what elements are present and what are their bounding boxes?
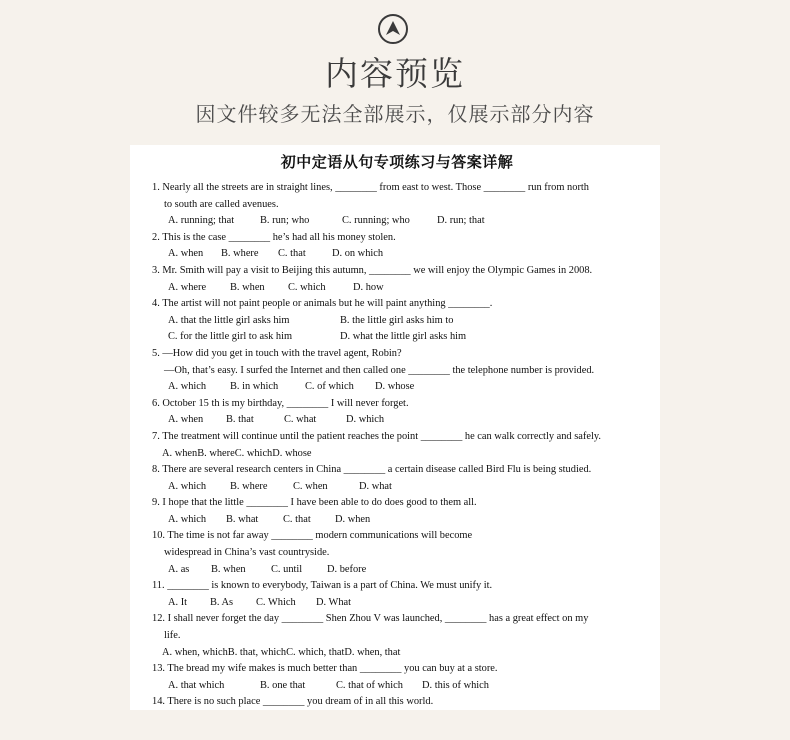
answer-option: A. when, which [162, 646, 228, 658]
document-title: 初中定语从句专项练习与答案详解 [280, 153, 514, 171]
answer-options [152, 512, 642, 529]
answer-option: D. this of which [422, 679, 489, 691]
question-line: 2. This is the case ________ he’s had all his money stolen. [152, 231, 396, 243]
answer-options [152, 246, 642, 263]
answer-option: B. where [230, 480, 268, 492]
answer-options [152, 446, 642, 463]
document-body [152, 180, 642, 711]
answer-option: B. when [211, 563, 246, 575]
answer-option: C. for the little girl to ask him [168, 331, 293, 343]
answer-options [152, 562, 642, 579]
answer-option: B. that [226, 414, 254, 426]
answer-option: C. Which [256, 596, 296, 608]
answer-option: C. running; who [342, 215, 410, 227]
page-title: 内容预览 [325, 54, 465, 93]
answer-options [152, 479, 642, 496]
question-line: 5. —How did you get in touch with the travel agent, Robin? [152, 347, 402, 359]
answer-option: B. where [197, 447, 235, 459]
question-line: 4. The artist will not paint people or animals but he will paint anything ________. [152, 298, 493, 310]
answer-option: A. when [168, 248, 204, 260]
answer-option: C. which, that [286, 646, 345, 658]
answer-option: A. that which [168, 679, 225, 691]
answer-option: A. which [168, 381, 207, 393]
answer-option: B. in which [230, 381, 279, 393]
question-line: 1. Nearly all the streets are in straight lines, ________ from east to west. Those ________ run from north [152, 182, 589, 193]
question-continuation: life. [164, 630, 181, 642]
answer-options [152, 379, 642, 396]
question-line: 13. The bread my wife makes is much better than ________ you can buy at a store. [152, 663, 498, 675]
answer-option: D. how [353, 281, 384, 293]
answer-option: C. that [283, 513, 311, 525]
answer-option: A. which [168, 480, 207, 492]
answer-option: A. which [168, 513, 207, 525]
answer-option: C. until [271, 563, 303, 575]
answer-option: A. when [162, 447, 198, 459]
answer-option: B. the little girl asks him to [340, 314, 454, 326]
answer-option: D. which [346, 414, 385, 426]
question-line: 10. The time is not far away ________ modern communications will become [152, 530, 473, 542]
answer-option: C. which [234, 447, 273, 459]
question-line: 14. There is no such place ________ you dream of in all this world. [152, 696, 434, 708]
question-line: 3. Mr. Smith will pay a visit to Beijing this autumn, ________ we will enjoy the Olympic Games in 2008. [152, 264, 593, 276]
question-continuation: —Oh, that’s easy. I surfed the Internet and then called one ________ the telephone number is provided. [164, 364, 595, 376]
answer-option: A. as [168, 563, 190, 575]
question-line: 8. There are several research centers in China ________ a certain disease called Bird Flu is being studied. [152, 464, 592, 476]
answer-options [152, 313, 642, 330]
question-line: 7. The treatment will continue until the patient reaches the point ________ he can walk correctly and safely. [152, 430, 601, 442]
answer-option: C. when [293, 480, 328, 492]
answer-option: D. when, that [344, 646, 401, 658]
answer-options [152, 329, 642, 346]
answer-option: D. whose [272, 447, 312, 459]
page-subtitle: 因文件较多无法全部展示，仅展示部分内容 [195, 102, 595, 126]
answer-option: D. What [316, 596, 352, 608]
document-page [130, 145, 660, 710]
answer-option: D. what [359, 480, 392, 492]
question-line: 12. I shall never forget the day ________ Shen Zhou V was launched, ________ has a great effect on my [152, 613, 589, 625]
answer-option: C. that [278, 248, 306, 260]
question-continuation: widespread in China’s vast countryside. [164, 547, 330, 559]
answer-option: B. where [221, 248, 259, 260]
answer-option: D. before [327, 563, 367, 575]
answer-option: A. It [168, 596, 188, 608]
answer-options [152, 678, 642, 695]
answer-option: C. what [284, 414, 317, 426]
question-line: 11. ________ is known to everybody, Taiwan is a part of China. We must unify it. [152, 580, 493, 592]
answer-option: D. when [335, 513, 371, 525]
answer-options [152, 213, 642, 230]
answer-options [152, 595, 642, 612]
preview-header [0, 0, 790, 145]
answer-option: C. that of which [336, 679, 403, 691]
arrow-up-circle-icon [378, 14, 408, 44]
answer-option: D. run; that [437, 215, 485, 227]
answer-option: B. that, which [227, 646, 287, 658]
answer-option: D. whose [375, 381, 415, 393]
answer-option: D. what the little girl asks him [340, 331, 467, 343]
answer-option: B. when [230, 281, 265, 293]
answer-options [152, 280, 642, 297]
answer-option: B. one that [260, 679, 306, 691]
answer-options [152, 412, 642, 429]
answer-option: A. where [168, 281, 207, 293]
answer-option: B. what [226, 513, 259, 525]
answer-option: A. that the little girl asks him [168, 314, 290, 326]
answer-option: B. As [210, 596, 234, 608]
answer-option: A. running; that [168, 215, 235, 227]
answer-option: B. run; who [260, 215, 310, 227]
answer-options [152, 645, 642, 662]
question-line: 6. October 15 th is my birthday, ________ I will never forget. [152, 397, 409, 409]
answer-option: A. when [168, 414, 204, 426]
answer-option: D. on which [332, 248, 384, 260]
answer-option: C. which [288, 281, 326, 293]
question-continuation: to south are called avenues. [164, 198, 279, 210]
answer-option: C. of which [305, 381, 354, 393]
question-line: 9. I hope that the little ________ I have been able to do does good to them all. [152, 497, 477, 509]
